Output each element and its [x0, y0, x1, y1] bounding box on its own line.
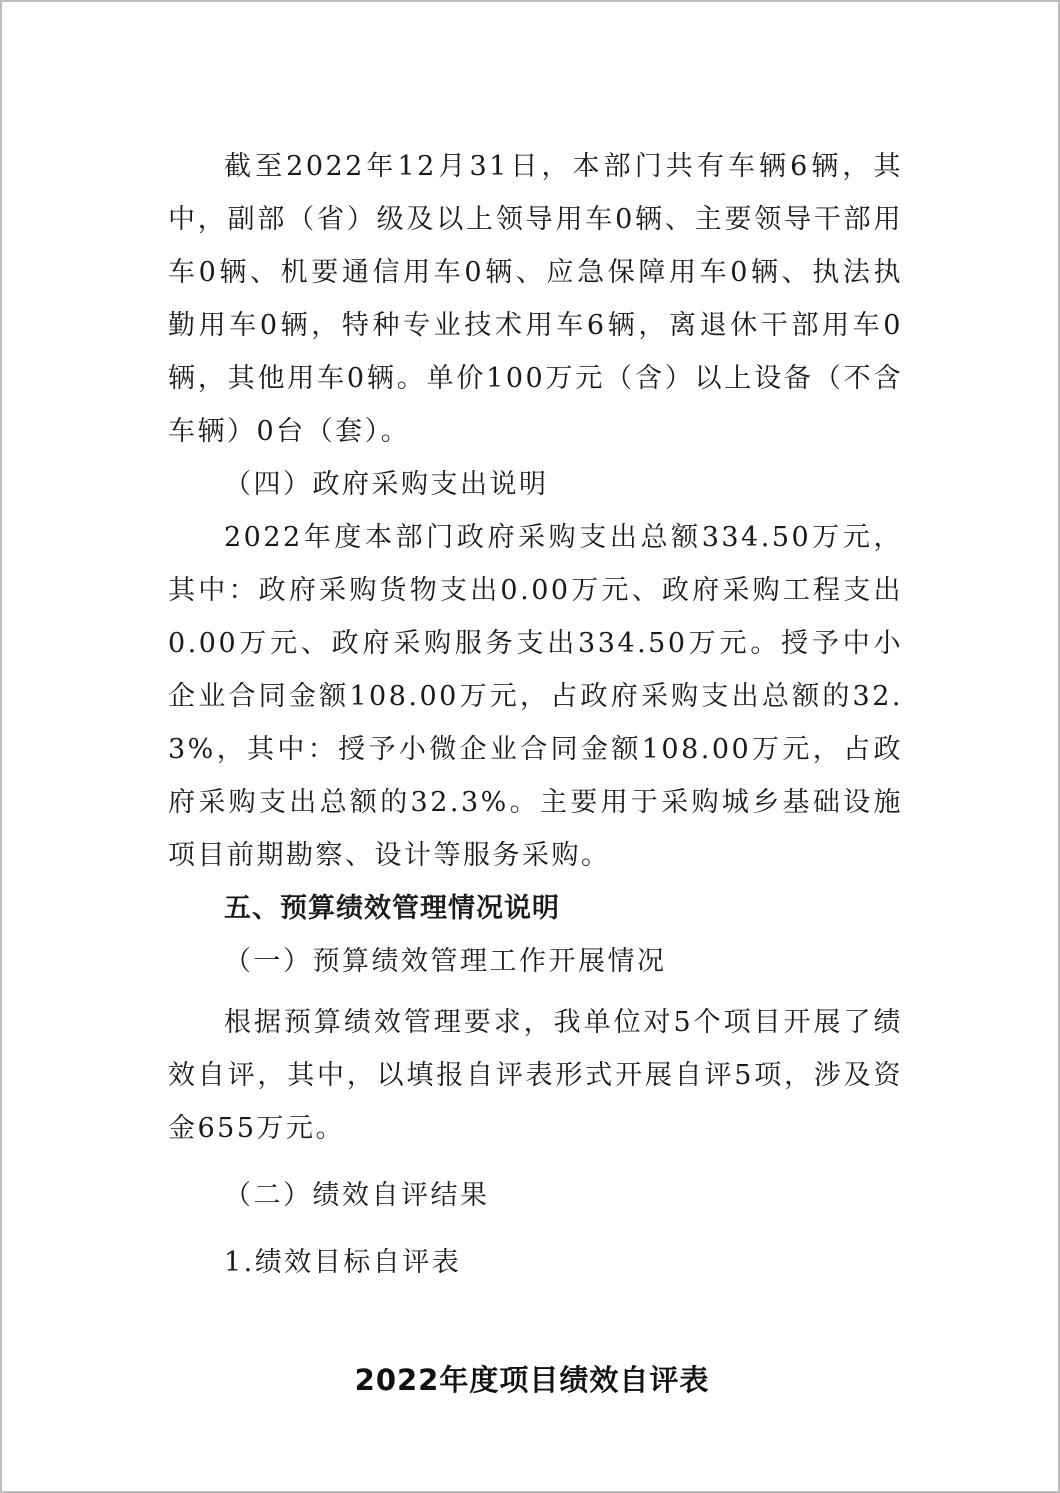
table-title: 2022年度项目绩效自评表 — [354, 1363, 710, 1397]
subsection1-heading: （一）预算绩效管理工作开展情况 — [224, 946, 667, 977]
performance-paragraph: 根据预算绩效管理要求，我单位对5个项目开展了绩效自评，其中，以填报自评表形式开展自评5项，涉及资金655万元。 — [168, 1007, 903, 1144]
item1-heading: 1.绩效目标自评表 — [224, 1247, 462, 1278]
section5-heading: 五、预算绩效管理情况说明 — [224, 893, 560, 924]
subsection2-heading: （二）绩效自评结果 — [224, 1180, 490, 1211]
procurement-heading: （四）政府采购支出说明 — [224, 469, 549, 500]
procurement-paragraph: 2022年度本部门政府采购支出总额334.50万元，其中：政府采购货物支出0.00万元、政府采购工程支出0.00万元、政府采购服务支出334.50万元。授予中小企业合同金额108.00万元，占政府采购支出总额的32.3%，其中：授予小微企业合同金额108.00万元，占政府采购支出总额的32.3%。主要用于采购城乡基础设施项目前期勘察、设计等服务采购。 — [168, 522, 903, 871]
vehicles-paragraph: 截至2022年12月31日，本部门共有车辆6辆，其中，副部（省）级及以上领导用车0辆、主要领导干部用车0辆、机要通信用车0辆、应急保障用车0辆、执法执勤用车0辆，特种专业技术用车6辆，离退休干部用车0辆，其他用车0辆。单价100万元（含）以上设备（不含车辆）0台（套）。 — [168, 151, 903, 447]
document-body — [168, 140, 903, 1289]
